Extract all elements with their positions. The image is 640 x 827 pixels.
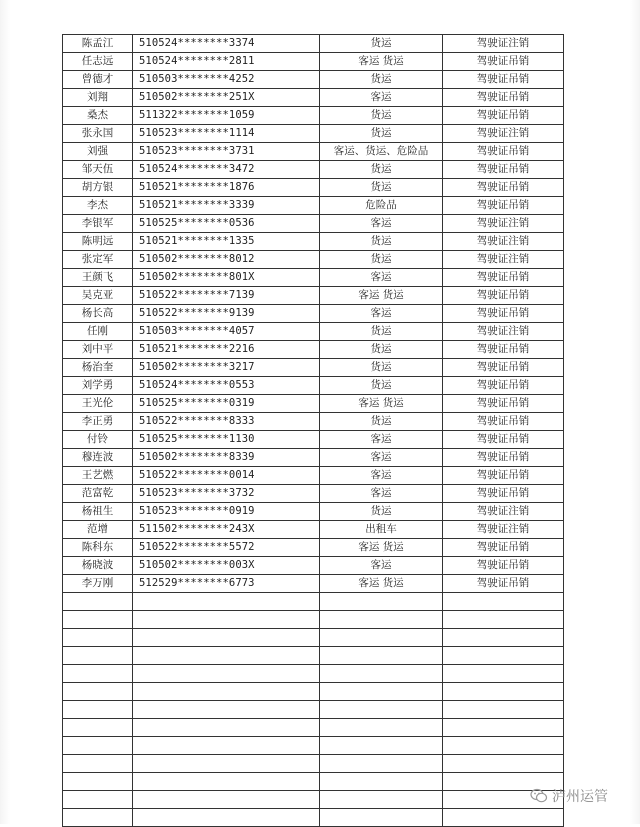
cell-id: 510523********0919 <box>133 503 320 521</box>
cell-status: 驾驶证注销 <box>443 251 564 269</box>
cell-id: 510522********7139 <box>133 287 320 305</box>
cell-id: 510521********3339 <box>133 197 320 215</box>
cell-id: 510502********8339 <box>133 449 320 467</box>
cell-type: 货运 <box>320 107 443 125</box>
empty-cell <box>320 665 443 683</box>
empty-cell <box>133 737 320 755</box>
cell-status: 驾驶证注销 <box>443 215 564 233</box>
empty-cell <box>63 593 133 611</box>
empty-cell <box>443 719 564 737</box>
table-row <box>63 305 564 323</box>
empty-table-row <box>63 593 564 611</box>
empty-cell <box>443 665 564 683</box>
cell-id: 510522********5572 <box>133 539 320 557</box>
table-row <box>63 71 564 89</box>
table-row <box>63 431 564 449</box>
table-row <box>63 53 564 71</box>
cell-name: 刘中平 <box>63 341 133 359</box>
cell-status: 驾驶证吊销 <box>443 53 564 71</box>
cell-status: 驾驶证吊销 <box>443 89 564 107</box>
cell-name: 张定军 <box>63 251 133 269</box>
empty-cell <box>443 737 564 755</box>
cell-type: 货运 <box>320 179 443 197</box>
empty-cell <box>133 791 320 809</box>
table-row <box>63 323 564 341</box>
empty-table-row <box>63 773 564 791</box>
cell-id: 510521********2216 <box>133 341 320 359</box>
empty-cell <box>133 629 320 647</box>
cell-status: 驾驶证吊销 <box>443 557 564 575</box>
empty-cell <box>320 683 443 701</box>
cell-id: 510502********3217 <box>133 359 320 377</box>
cell-type: 货运 <box>320 161 443 179</box>
cell-name: 杨祖生 <box>63 503 133 521</box>
table-row <box>63 449 564 467</box>
cell-name: 王光伦 <box>63 395 133 413</box>
table-row <box>63 413 564 431</box>
cell-status: 驾驶证注销 <box>443 323 564 341</box>
table-row <box>63 359 564 377</box>
cell-name: 王颜飞 <box>63 269 133 287</box>
table-row <box>63 215 564 233</box>
cell-id: 510503********4252 <box>133 71 320 89</box>
table-row <box>63 143 564 161</box>
cell-status: 驾驶证吊销 <box>443 143 564 161</box>
empty-table-row <box>63 683 564 701</box>
empty-table-row <box>63 611 564 629</box>
empty-cell <box>320 737 443 755</box>
empty-cell <box>320 773 443 791</box>
cell-type: 客运 货运 <box>320 287 443 305</box>
table-row <box>63 521 564 539</box>
cell-status: 驾驶证吊销 <box>443 305 564 323</box>
cell-name: 陈孟江 <box>63 35 133 53</box>
empty-cell <box>133 683 320 701</box>
cell-type: 货运 <box>320 341 443 359</box>
cell-id: 510521********1876 <box>133 179 320 197</box>
table-row <box>63 107 564 125</box>
table-row <box>63 233 564 251</box>
cell-status: 驾驶证吊销 <box>443 431 564 449</box>
cell-type: 客运、货运、危险品 <box>320 143 443 161</box>
cell-id: 510524********0553 <box>133 377 320 395</box>
empty-cell <box>320 791 443 809</box>
watermark <box>530 786 608 806</box>
empty-cell <box>63 629 133 647</box>
cell-status: 驾驶证吊销 <box>443 449 564 467</box>
cell-type: 客运 <box>320 467 443 485</box>
cell-status: 驾驶证吊销 <box>443 107 564 125</box>
cell-name: 范增 <box>63 521 133 539</box>
empty-cell <box>133 773 320 791</box>
cell-name: 杨长高 <box>63 305 133 323</box>
empty-cell <box>63 755 133 773</box>
table-row <box>63 557 564 575</box>
cell-id: 510525********0319 <box>133 395 320 413</box>
cell-id: 510502********003X <box>133 557 320 575</box>
cell-status: 驾驶证吊销 <box>443 287 564 305</box>
cell-id: 510524********3374 <box>133 35 320 53</box>
cell-type: 出租车 <box>320 521 443 539</box>
cell-id: 510523********3731 <box>133 143 320 161</box>
empty-cell <box>63 611 133 629</box>
cell-id: 511322********1059 <box>133 107 320 125</box>
empty-cell <box>443 701 564 719</box>
cell-name: 刘翔 <box>63 89 133 107</box>
cell-status: 驾驶证注销 <box>443 125 564 143</box>
empty-cell <box>63 773 133 791</box>
table-row <box>63 287 564 305</box>
cell-name: 任志远 <box>63 53 133 71</box>
cell-id: 510522********8333 <box>133 413 320 431</box>
cell-status: 驾驶证吊销 <box>443 161 564 179</box>
cell-name: 穆连波 <box>63 449 133 467</box>
table-row <box>63 161 564 179</box>
cell-name: 吴克亚 <box>63 287 133 305</box>
cell-status: 驾驶证吊销 <box>443 575 564 593</box>
cell-type: 客运 <box>320 89 443 107</box>
cell-name: 陈明远 <box>63 233 133 251</box>
cell-status: 驾驶证吊销 <box>443 413 564 431</box>
cell-name: 杨晓波 <box>63 557 133 575</box>
empty-cell <box>443 593 564 611</box>
empty-table-row <box>63 755 564 773</box>
cell-type: 客运 <box>320 449 443 467</box>
empty-table-row <box>63 719 564 737</box>
cell-status: 驾驶证吊销 <box>443 179 564 197</box>
cell-id: 510524********2811 <box>133 53 320 71</box>
cell-type: 货运 <box>320 377 443 395</box>
cell-status: 驾驶证注销 <box>443 233 564 251</box>
empty-cell <box>133 701 320 719</box>
cell-id: 510523********1114 <box>133 125 320 143</box>
cell-name: 张永国 <box>63 125 133 143</box>
empty-table-row <box>63 701 564 719</box>
table-row <box>63 125 564 143</box>
empty-cell <box>443 629 564 647</box>
cell-status: 驾驶证吊销 <box>443 359 564 377</box>
empty-cell <box>63 665 133 683</box>
cell-status: 驾驶证注销 <box>443 521 564 539</box>
empty-cell <box>320 719 443 737</box>
cell-type: 客运 <box>320 269 443 287</box>
cell-id: 511502********243X <box>133 521 320 539</box>
cell-status: 驾驶证吊销 <box>443 71 564 89</box>
cell-id: 510523********3732 <box>133 485 320 503</box>
empty-cell <box>320 629 443 647</box>
cell-type: 货运 <box>320 323 443 341</box>
empty-cell <box>320 593 443 611</box>
cell-id: 510521********1335 <box>133 233 320 251</box>
cell-type: 货运 <box>320 251 443 269</box>
cell-type: 客运 货运 <box>320 395 443 413</box>
table-row <box>63 35 564 53</box>
empty-table-row <box>63 791 564 809</box>
cell-name: 刘强 <box>63 143 133 161</box>
empty-cell <box>133 665 320 683</box>
cell-id: 512529********6773 <box>133 575 320 593</box>
cell-name: 李杰 <box>63 197 133 215</box>
cell-type: 客运 <box>320 431 443 449</box>
table-row <box>63 179 564 197</box>
cell-status: 驾驶证吊销 <box>443 485 564 503</box>
empty-cell <box>133 719 320 737</box>
roster-body <box>63 35 564 827</box>
cell-status: 驾驶证注销 <box>443 35 564 53</box>
cell-id: 510522********9139 <box>133 305 320 323</box>
empty-cell <box>133 593 320 611</box>
cell-name: 李正勇 <box>63 413 133 431</box>
cell-status: 驾驶证注销 <box>443 503 564 521</box>
cell-name: 陈科东 <box>63 539 133 557</box>
table-row <box>63 467 564 485</box>
cell-id: 510525********0536 <box>133 215 320 233</box>
cell-type: 客运 货运 <box>320 539 443 557</box>
wechat-icon <box>530 788 548 804</box>
cell-type: 货运 <box>320 413 443 431</box>
cell-type: 客运 货运 <box>320 53 443 71</box>
table-row <box>63 395 564 413</box>
cell-name: 曾德才 <box>63 71 133 89</box>
empty-cell <box>320 755 443 773</box>
cell-id: 510502********251X <box>133 89 320 107</box>
table-row <box>63 575 564 593</box>
empty-cell <box>133 647 320 665</box>
empty-table-row <box>63 629 564 647</box>
empty-cell <box>133 755 320 773</box>
empty-cell <box>320 647 443 665</box>
empty-cell <box>133 611 320 629</box>
cell-id: 510502********8012 <box>133 251 320 269</box>
empty-cell <box>320 611 443 629</box>
cell-name: 杨治奎 <box>63 359 133 377</box>
cell-type: 货运 <box>320 359 443 377</box>
cell-id: 510502********801X <box>133 269 320 287</box>
cell-type: 客运 <box>320 485 443 503</box>
empty-cell <box>63 701 133 719</box>
empty-table-row <box>63 647 564 665</box>
cell-status: 驾驶证吊销 <box>443 395 564 413</box>
empty-cell <box>443 611 564 629</box>
empty-cell <box>63 683 133 701</box>
empty-table-row <box>63 737 564 755</box>
table-row <box>63 485 564 503</box>
table-row <box>63 377 564 395</box>
cell-id: 510525********1130 <box>133 431 320 449</box>
empty-cell <box>63 737 133 755</box>
table-row <box>63 341 564 359</box>
cell-type: 客运 <box>320 557 443 575</box>
cell-type: 货运 <box>320 503 443 521</box>
table-row <box>63 251 564 269</box>
cell-status: 驾驶证吊销 <box>443 269 564 287</box>
cell-type: 危险品 <box>320 197 443 215</box>
cell-name: 桑杰 <box>63 107 133 125</box>
driver-roster-table <box>62 34 564 827</box>
cell-type: 客运 货运 <box>320 575 443 593</box>
cell-name: 邹天伍 <box>63 161 133 179</box>
cell-status: 驾驶证吊销 <box>443 197 564 215</box>
cell-name: 胡方银 <box>63 179 133 197</box>
empty-cell <box>63 791 133 809</box>
cell-name: 李银军 <box>63 215 133 233</box>
cell-type: 货运 <box>320 125 443 143</box>
cell-status: 驾驶证吊销 <box>443 539 564 557</box>
empty-cell <box>443 647 564 665</box>
cell-type: 客运 <box>320 305 443 323</box>
cell-type: 货运 <box>320 71 443 89</box>
cell-name: 李万刚 <box>63 575 133 593</box>
empty-cell <box>443 755 564 773</box>
watermark-text: 泸州运管 <box>552 789 608 805</box>
empty-cell <box>63 719 133 737</box>
cell-name: 王艺燃 <box>63 467 133 485</box>
cell-type: 货运 <box>320 233 443 251</box>
cell-id: 510503********4057 <box>133 323 320 341</box>
empty-cell <box>443 683 564 701</box>
cell-status: 驾驶证吊销 <box>443 467 564 485</box>
cell-name: 范富乾 <box>63 485 133 503</box>
table-row <box>63 269 564 287</box>
empty-cell <box>63 647 133 665</box>
cell-id: 510522********0014 <box>133 467 320 485</box>
table-row <box>63 89 564 107</box>
cell-type: 货运 <box>320 35 443 53</box>
empty-table-row <box>63 665 564 683</box>
table-row <box>63 503 564 521</box>
table-row <box>63 539 564 557</box>
cell-type: 客运 <box>320 215 443 233</box>
cell-name: 刘学勇 <box>63 377 133 395</box>
table-row <box>63 197 564 215</box>
cell-name: 付铃 <box>63 431 133 449</box>
cell-name: 任刚 <box>63 323 133 341</box>
empty-cell <box>320 701 443 719</box>
cell-status: 驾驶证吊销 <box>443 341 564 359</box>
cell-status: 驾驶证吊销 <box>443 377 564 395</box>
cell-id: 510524********3472 <box>133 161 320 179</box>
